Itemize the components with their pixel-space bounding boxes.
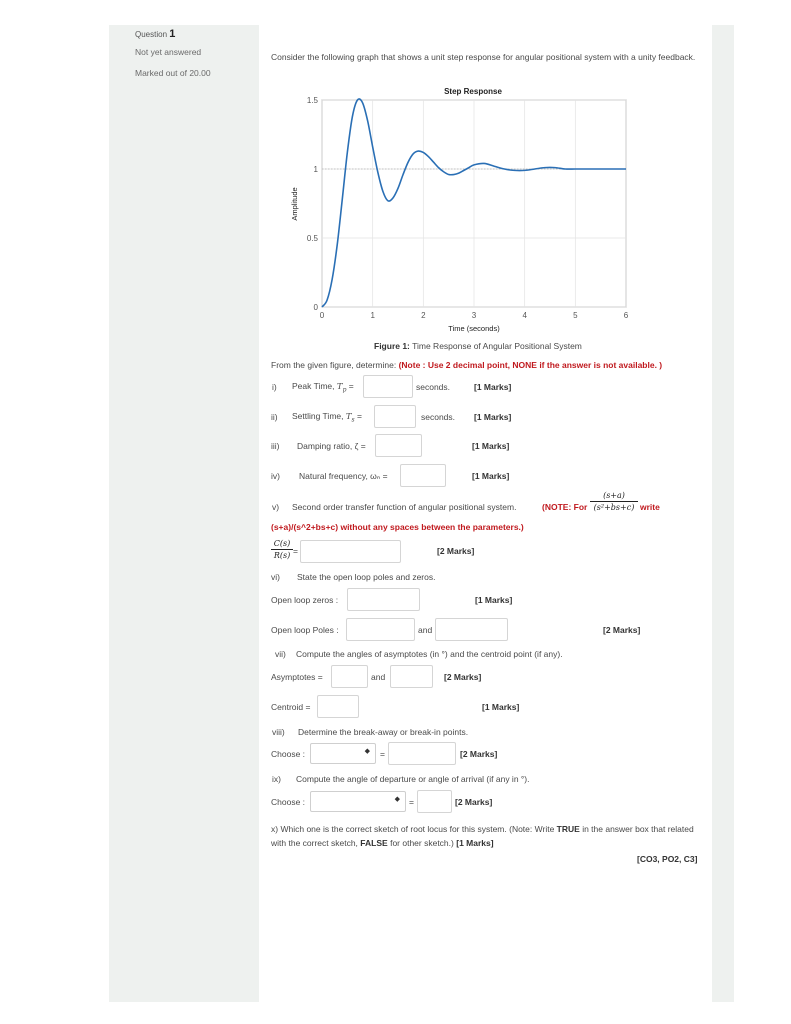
note-fraction-numerator: (s+a) <box>603 491 625 500</box>
transfer-function-input[interactable] <box>300 540 401 563</box>
question-marks: Marked out of 20.00 <box>135 68 211 78</box>
note-fraction <box>590 491 638 512</box>
item-ii-number: ii) <box>271 412 278 422</box>
settling-time-symbol: T <box>345 412 352 422</box>
centroid-input[interactable] <box>317 695 359 718</box>
open-loop-zeros-input[interactable] <box>347 588 420 611</box>
note-fraction-bar <box>590 501 638 502</box>
breakaway-input[interactable] <box>388 742 456 765</box>
settling-time-subscript: s <box>351 416 355 424</box>
x-tick-label: 5 <box>573 311 578 320</box>
item-iv-number: iv) <box>271 471 280 481</box>
item-x-text <box>271 822 701 850</box>
peak-time-label: Peak Time, <box>292 381 335 391</box>
asymptotes-input-1[interactable] <box>331 665 368 688</box>
transfer-lhs-bar <box>271 549 293 550</box>
select-arrows-icon: ◆ <box>394 796 400 803</box>
item-ix-number: ix) <box>272 774 281 784</box>
question-number-value: 1 <box>169 28 176 40</box>
transfer-function-marks: [2 Marks] <box>437 546 475 556</box>
asymptotes-and-label: and <box>371 672 386 682</box>
question-number <box>135 28 175 40</box>
instruction-note: (Note : Use 2 decimal point, NONE if the answer is not available. ) <box>398 360 663 370</box>
asymptotes-question: Compute the angles of asymptotes (in °) and the centroid point (if any). <box>296 649 563 659</box>
asymptotes-marks: [2 Marks] <box>444 672 482 682</box>
chart-title: Step Response <box>444 87 502 96</box>
item-x-label-c: for other sketch.) <box>390 838 454 848</box>
settling-time-unit: seconds. <box>421 412 456 422</box>
item-i-label <box>292 381 354 394</box>
y-tick-label: 1.5 <box>306 96 318 105</box>
transfer-lhs-numerator: C(s) <box>273 539 291 548</box>
departure-choose-label: Choose : <box>271 797 306 807</box>
departure-input[interactable] <box>417 790 452 813</box>
note-fraction-denominator: (s²+bs+c) <box>593 503 635 512</box>
peak-time-input[interactable] <box>363 375 413 398</box>
course-outcome: [CO3, PO2, C3] <box>637 854 698 864</box>
peak-time-marks: [1 Marks] <box>474 382 512 392</box>
item-x-true: TRUE <box>556 824 580 834</box>
breakaway-choose-label: Choose : <box>271 749 306 759</box>
centroid-marks: [1 Marks] <box>482 702 520 712</box>
item-vii-number: vii) <box>275 649 286 659</box>
question-status: Not yet answered <box>135 47 202 57</box>
figure-caption-text: Time Response of Angular Positional System <box>412 341 582 351</box>
x-tick-label: 0 <box>319 311 325 320</box>
poles-and-label: and <box>418 625 433 635</box>
item-iii-number: iii) <box>271 441 280 451</box>
open-loop-zeros-marks: [1 Marks] <box>475 595 513 605</box>
y-tick-label: 0.5 <box>306 234 318 243</box>
settling-time-input[interactable] <box>374 405 416 428</box>
settling-time-marks: [1 Marks] <box>474 412 512 422</box>
peak-time-subscript: p <box>342 386 347 394</box>
select-arrows-icon: ◆ <box>364 748 370 755</box>
damping-ratio-marks: [1 Marks] <box>472 441 510 451</box>
breakaway-marks: [2 Marks] <box>460 749 498 759</box>
item-x-label-b: in the answer box that related with the correct sketch, <box>271 824 694 848</box>
breakaway-equals: = <box>380 749 385 759</box>
damping-ratio-input[interactable] <box>375 434 422 457</box>
transfer-function-label: Second order transfer function of angular positional system. <box>292 502 517 512</box>
transfer-note-c: (s+a)/(s^2+bs+c) without any spaces between the parameters.) <box>271 522 524 532</box>
instruction-text: From the given figure, determine: <box>271 360 397 370</box>
peak-time-symbol: T <box>336 382 343 392</box>
item-vi-number: vi) <box>271 572 280 582</box>
natural-frequency-label: Natural frequency, ωₙ = <box>299 471 388 481</box>
y-tick-label: 0 <box>313 303 318 312</box>
x-tick-label: 4 <box>522 311 527 320</box>
open-loop-poles-input-2[interactable] <box>435 618 508 641</box>
peak-time-equals: = <box>348 381 354 391</box>
natural-frequency-marks: [1 Marks] <box>472 471 510 481</box>
item-x-false: FALSE <box>360 838 388 848</box>
natural-frequency-input[interactable] <box>400 464 446 487</box>
transfer-note-a: (NOTE: For <box>542 502 588 512</box>
breakaway-question: Determine the break-away or break-in points. <box>298 727 469 737</box>
right-panel <box>712 25 734 1002</box>
transfer-note-b: write <box>640 502 660 512</box>
asymptotes-input-2[interactable] <box>390 665 433 688</box>
step-response-chart <box>280 80 640 334</box>
x-tick-label: 3 <box>471 311 477 320</box>
x-tick-label: 1 <box>370 311 375 320</box>
open-loop-poles-input-1[interactable] <box>346 618 415 641</box>
item-ii-label <box>292 411 362 424</box>
item-v-number: v) <box>272 502 280 512</box>
item-i-number: i) <box>272 382 277 392</box>
settling-time-label: Settling Time, <box>292 411 344 421</box>
question-label: Question <box>135 30 168 39</box>
transfer-equals: = <box>293 546 298 556</box>
peak-time-unit: seconds. <box>416 382 451 392</box>
y-tick-label: 1 <box>313 165 318 174</box>
figure-caption-label: Figure 1: <box>374 341 410 351</box>
x-tick-label: 2 <box>421 311 426 320</box>
instruction <box>271 360 662 370</box>
open-loop-zeros-label: Open loop zeros : <box>271 595 339 605</box>
breakaway-select[interactable] <box>310 743 376 764</box>
transfer-lhs-denominator: R(s) <box>273 551 291 560</box>
departure-question: Compute the angle of departure or angle of arrival (if any in °). <box>296 774 530 784</box>
item-x-number: x) <box>271 824 279 834</box>
item-viii-number: viii) <box>272 727 285 737</box>
asymptotes-label: Asymptotes = <box>271 672 323 682</box>
departure-select[interactable] <box>310 791 406 812</box>
departure-marks: [2 Marks] <box>455 797 493 807</box>
y-axis-label: Amplitude <box>290 187 299 221</box>
x-axis-label: Time (seconds) <box>448 324 500 333</box>
item-x-marks: [1 Marks] <box>456 838 494 848</box>
open-loop-poles-marks: [2 Marks] <box>603 625 641 635</box>
settling-time-equals: = <box>357 411 362 421</box>
question-intro: Consider the following graph that shows a unit step response for angular positional system with a unity feedback. <box>271 52 696 62</box>
x-tick-label: 6 <box>623 311 629 320</box>
item-x-label-a: Which one is the correct sketch of root locus for this system. (Note: Write <box>280 824 555 834</box>
centroid-label: Centroid = <box>271 702 311 712</box>
poles-zeros-label: State the open loop poles and zeros. <box>297 572 436 582</box>
question-info-panel <box>109 25 259 1002</box>
open-loop-poles-label: Open loop Poles : <box>271 625 339 635</box>
figure-caption <box>374 341 582 351</box>
transfer-lhs-fraction <box>271 539 293 560</box>
damping-ratio-label: Damping ratio, ζ = <box>297 441 366 451</box>
departure-equals: = <box>409 797 414 807</box>
